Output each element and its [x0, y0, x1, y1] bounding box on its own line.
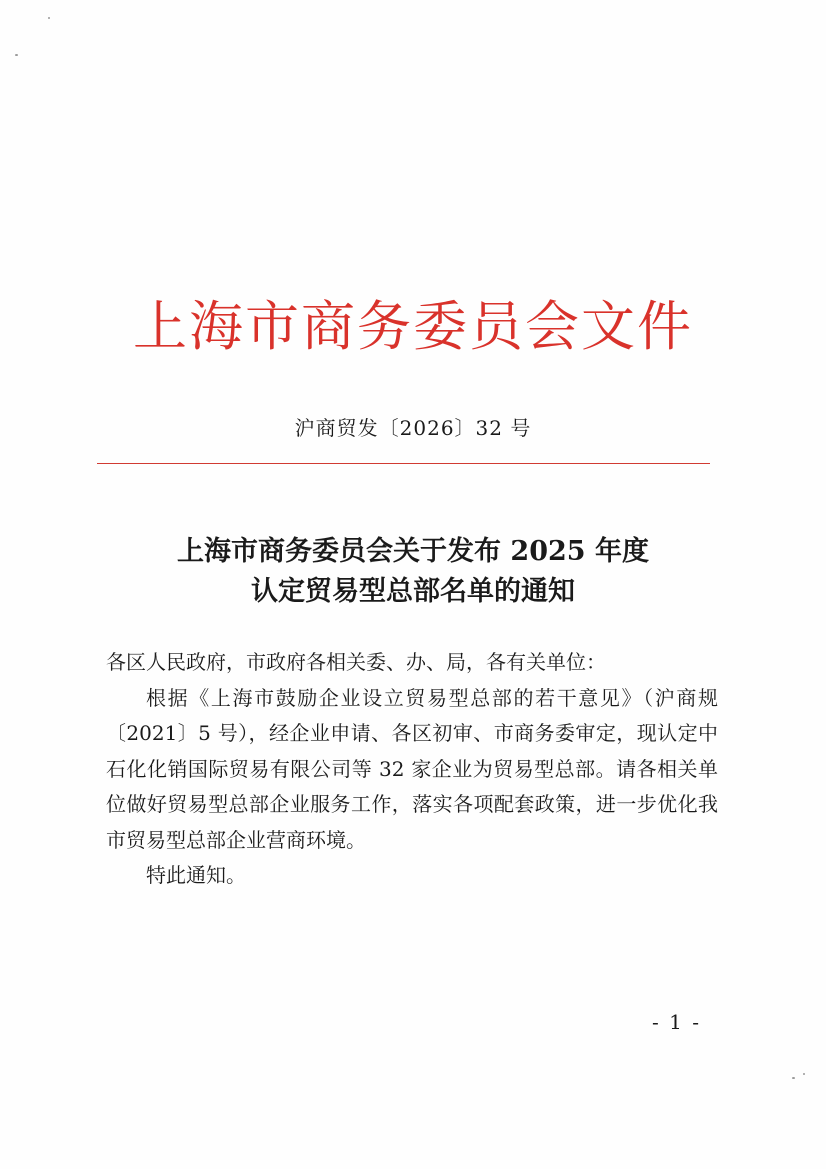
red-divider-line — [97, 463, 710, 464]
notice-title-line-2: 认定贸易型总部名单的通知 — [251, 576, 575, 607]
notice-body — [106, 645, 718, 894]
issuer-masthead: 上海市商务委员会文件 — [133, 295, 693, 358]
scan-speck — [48, 17, 50, 19]
notice-title-line-1: 上海市商务委员会关于发布 2025 年度 — [177, 536, 649, 567]
page-number: - 1 - — [652, 1010, 701, 1034]
scan-speck — [803, 1073, 805, 1075]
main-paragraph: 根据《上海市鼓励企业设立贸易型总部的若干意见》（沪商规〔2021〕5 号），经企业申请、各区初审、市商务委审定，现认定中石化化销国际贸易有限公司等 32 家企业为贸易型总部。请各相关单位做好贸易型总部企业服务工作，落实各项配套政策，进一步优化我市贸易型总部企业营商环境。 — [106, 685, 718, 852]
notice-title — [0, 532, 826, 612]
document-number: 沪商贸发〔2026〕32 号 — [294, 416, 532, 440]
closing-line: 特此通知。 — [146, 863, 246, 887]
scan-speck — [792, 1077, 795, 1079]
salutation: 各区人民政府，市政府各相关委、办、局，各有关单位： — [106, 650, 606, 674]
scan-speck — [15, 54, 18, 56]
